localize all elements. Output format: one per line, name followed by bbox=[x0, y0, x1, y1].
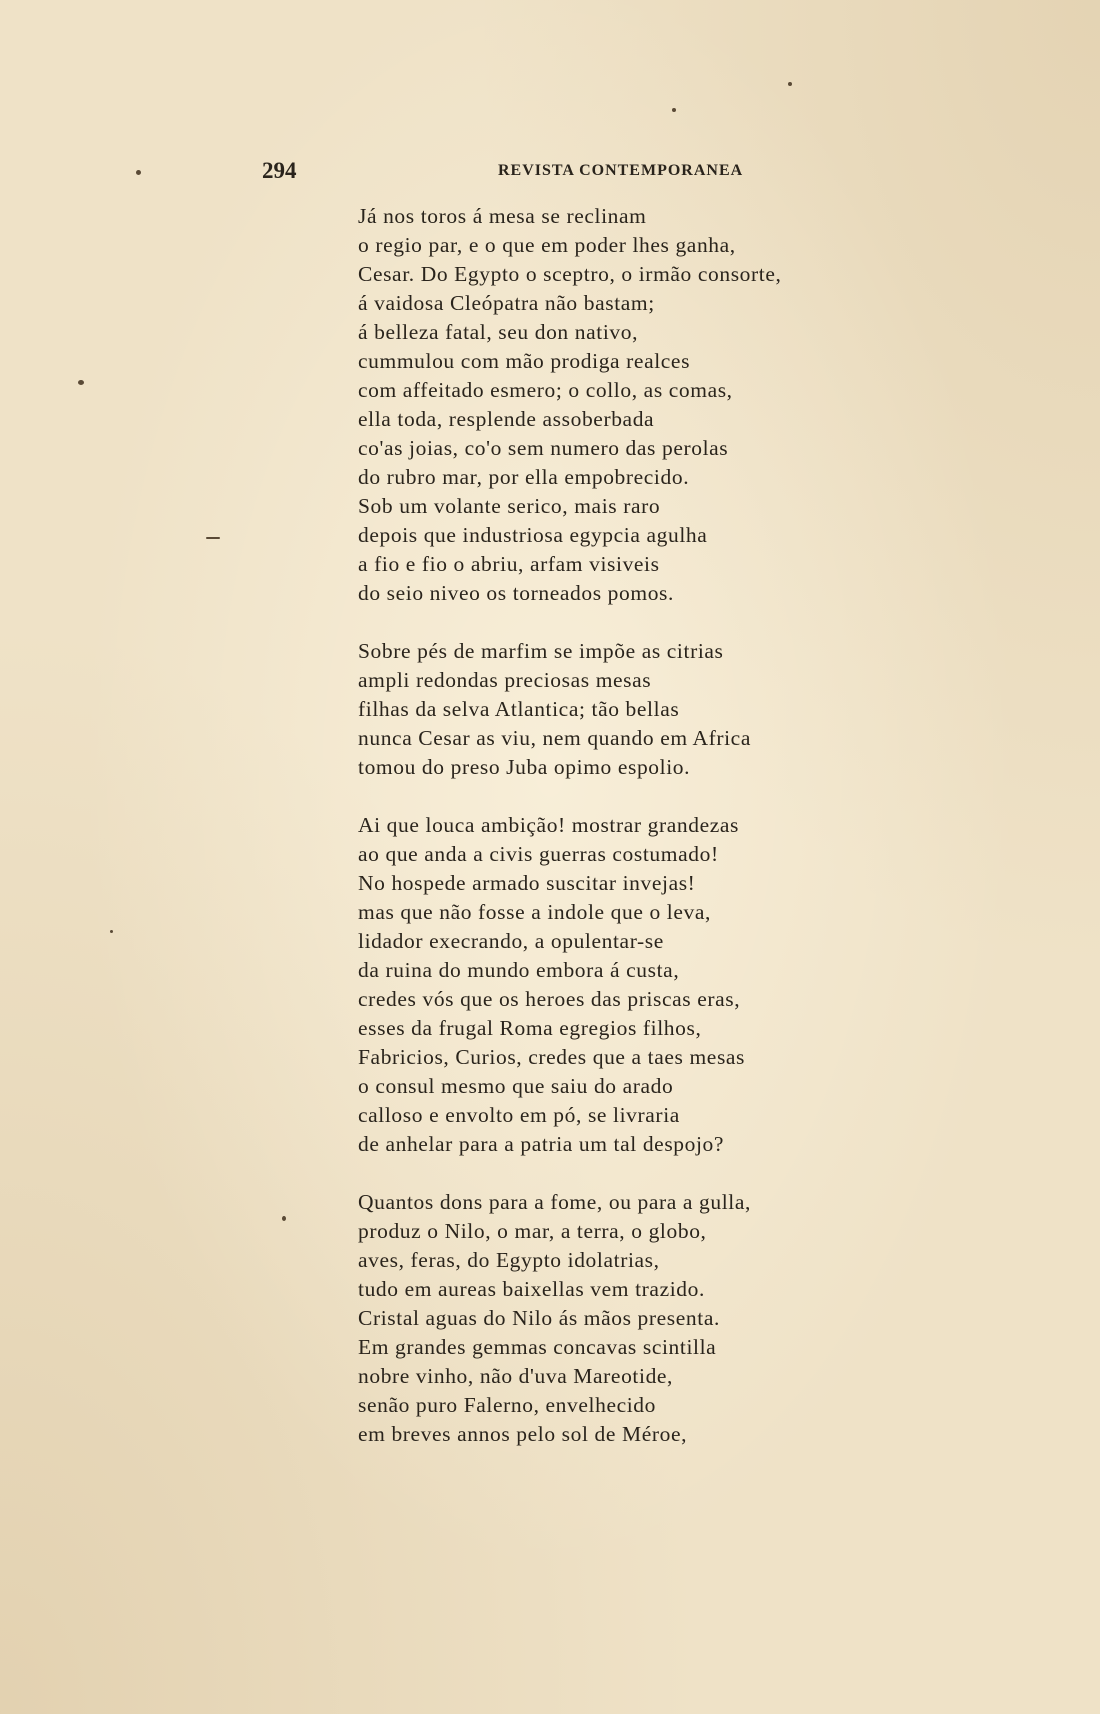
verse-line: depois que industriosa egypcia agulha bbox=[358, 523, 708, 547]
verse-line: nobre vinho, não d'uva Mareotide, bbox=[358, 1364, 674, 1388]
verse-line: filhas da selva Atlantica; tão bellas bbox=[358, 697, 680, 721]
verse-line: Cristal aguas do Nilo ás mãos presenta. bbox=[358, 1306, 720, 1330]
verse-line: do seio niveo os torneados pomos. bbox=[358, 581, 674, 605]
stanza-4 bbox=[358, 1188, 878, 1449]
stanza-2 bbox=[358, 637, 878, 782]
verse-line: da ruina do mundo embora á custa, bbox=[358, 958, 680, 982]
verse-line: á belleza fatal, seu don nativo, bbox=[358, 320, 639, 344]
ink-speck bbox=[672, 108, 676, 112]
verse-line: Fabricios, Curios, credes que a taes mesas bbox=[358, 1045, 746, 1069]
verse-line: Já nos toros á mesa se reclinam bbox=[358, 204, 647, 228]
verse-line: Sob um volante serico, mais raro bbox=[358, 494, 661, 518]
verse-line: Cesar. Do Egypto o sceptro, o irmão consorte, bbox=[358, 262, 782, 286]
verse-line: do rubro mar, por ella empobrecido. bbox=[358, 465, 690, 489]
verse-line: aves, feras, do Egypto idolatrias, bbox=[358, 1248, 660, 1272]
verse-line: senão puro Falerno, envelhecido bbox=[358, 1393, 657, 1417]
verse-line: Em grandes gemmas concavas scintilla bbox=[358, 1335, 717, 1359]
verse-line: com affeitado esmero; o collo, as comas, bbox=[358, 378, 733, 402]
stanza-3 bbox=[358, 811, 878, 1159]
verse-line: credes vós que os heroes das priscas eras, bbox=[358, 987, 741, 1011]
verse-line: lidador execrando, a opulentar-se bbox=[358, 929, 664, 953]
verse-line: Sobre pés de marfim se impõe as citrias bbox=[358, 639, 724, 663]
ink-speck bbox=[206, 537, 220, 539]
running-title: REVISTA CONTEMPORANEA bbox=[498, 162, 744, 179]
verse-line: ao que anda a civis guerras costumado! bbox=[358, 842, 719, 866]
ink-speck bbox=[136, 170, 141, 175]
verse-line: calloso e envolto em pó, se livraria bbox=[358, 1103, 680, 1127]
verse-line: No hospede armado suscitar invejas! bbox=[358, 871, 696, 895]
verse-line: nunca Cesar as viu, nem quando em Africa bbox=[358, 726, 751, 750]
verse-line: co'as joias, co'o sem numero das perolas bbox=[358, 436, 729, 460]
ink-speck bbox=[282, 1216, 286, 1221]
verse-line: em breves annos pelo sol de Méroe, bbox=[358, 1422, 688, 1446]
verse-line: tudo em aureas baixellas vem trazido. bbox=[358, 1277, 705, 1301]
verse-line: ella toda, resplende assoberbada bbox=[358, 407, 655, 431]
verse-line: produz o Nilo, o mar, a terra, o globo, bbox=[358, 1219, 707, 1243]
poem-body bbox=[358, 202, 878, 1478]
stanza-1 bbox=[358, 202, 878, 608]
verse-line: Quantos dons para a fome, ou para a gulla, bbox=[358, 1190, 751, 1214]
ink-speck bbox=[788, 82, 792, 86]
verse-line: tomou do preso Juba opimo espolio. bbox=[358, 755, 691, 779]
page-number: 294 bbox=[262, 158, 297, 183]
verse-line: mas que não fosse a indole que o leva, bbox=[358, 900, 711, 924]
ink-speck bbox=[78, 380, 84, 385]
verse-line: de anhelar para a patria um tal despojo? bbox=[358, 1132, 725, 1156]
verse-line: esses da frugal Roma egregios filhos, bbox=[358, 1016, 702, 1040]
verse-line: a fio e fio o abriu, arfam visiveis bbox=[358, 552, 660, 576]
verse-line: o consul mesmo que saiu do arado bbox=[358, 1074, 674, 1098]
verse-line: o regio par, e o que em poder lhes ganha, bbox=[358, 233, 736, 257]
verse-line: á vaidosa Cleópatra não bastam; bbox=[358, 291, 655, 315]
ink-speck bbox=[110, 930, 113, 933]
verse-line: cummulou com mão prodiga realces bbox=[358, 349, 691, 373]
verse-line: ampli redondas preciosas mesas bbox=[358, 668, 652, 692]
verse-line: Ai que louca ambição! mostrar grandezas bbox=[358, 813, 739, 837]
